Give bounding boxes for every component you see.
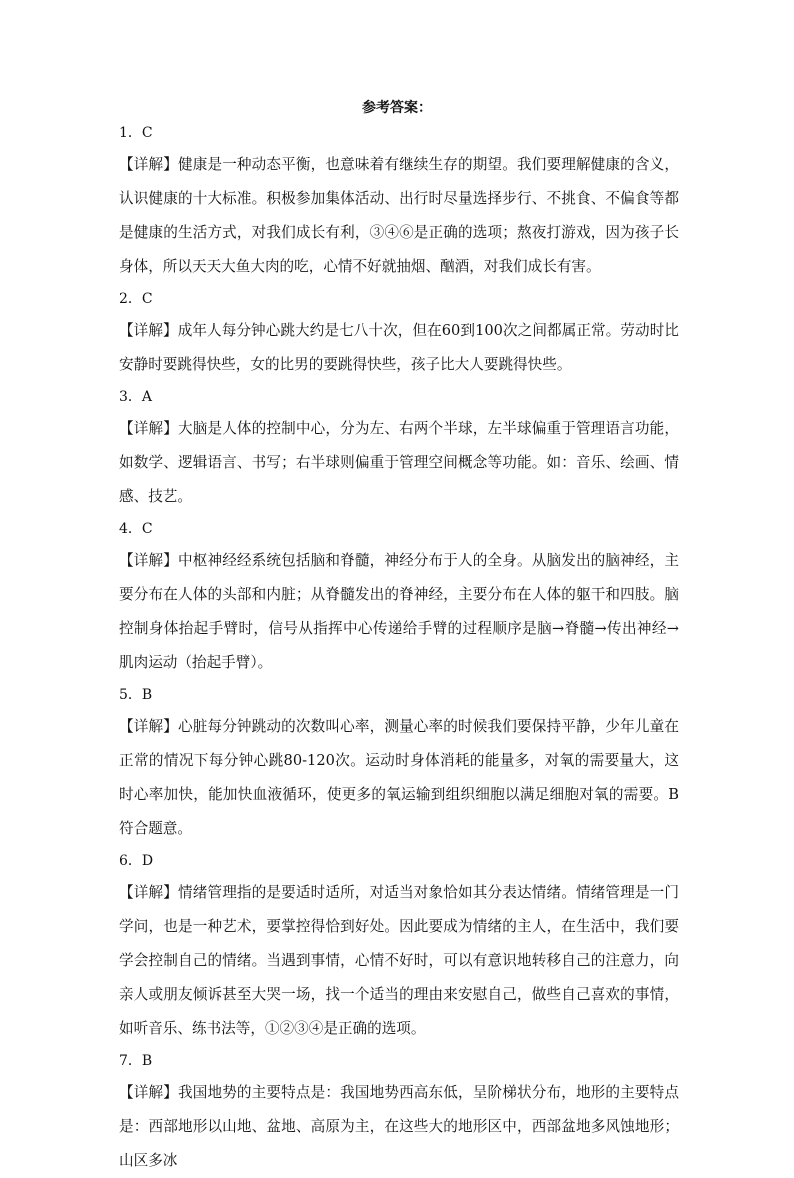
answer-list (119, 118, 679, 1178)
explanation-tag: 【详解】 (119, 718, 178, 735)
explanation-text: 健康是一种动态平衡，也意味着有继续生存的期望。我们要理解健康的含义，认识健康的十大标准。积极参加集体活动、出行时尽量选择步行、不挑食、不偏食等都是健康的生活方式，对我们成长有利，③④⑥是正确的选项；熬夜打游戏，因为孩子长身体，所以天天大鱼大肉的吃，心情不好就抽烟、酗酒，对我们成长有害。 (119, 156, 679, 275)
answer-number: 1．C (119, 125, 153, 141)
answer-number: 5．B (119, 687, 153, 703)
answer-item-1 (119, 118, 679, 284)
explanation-text: 情绪管理指的是要适时适所，对适当对象恰如其分表达情绪。情绪管理是一门学问，也是一种艺术，要掌控得恰到好处。因此要成为情绪的主人，在生活中，我们要学会控制自己的情绪。当遇到事情，心情不好时，可以有意识地转移自己的注意力，向亲人或朋友倾诉甚至大哭一场，找一个适当的理由来安慰自己，做些自己喜欢的事情，如听音乐、练书法等，①②③④是正确的选项。 (119, 884, 679, 1037)
explanation-text: 大脑是人体的控制中心，分为左、右两个半球，左半球偏重于管理语言功能，如数学、逻辑语言、书写；右半球则偏重于管理空间概念等功能。如：音乐、绘画、情感、技艺。 (119, 420, 679, 505)
answer-number: 4．C (119, 521, 153, 537)
explanation-text: 心脏每分钟跳动的次数叫心率，测量心率的时候我们要保持平静，少年儿童在正常的情况下每分钟心跳80-120次。运动时身体消耗的能量多，对氧的需要量大，这时心率加快，能加快血液循环，使更多的氧运输到组织细胞以满足细胞对氧的需要。B符合题意。 (119, 718, 679, 837)
explanation-tag: 【详解】 (119, 420, 178, 437)
explanation-tag: 【详解】 (119, 322, 178, 339)
answer-item-2 (119, 284, 679, 382)
answer-item-3 (119, 382, 679, 514)
explanation-tag: 【详解】 (119, 1084, 178, 1101)
explanation-text: 中枢神经经系统包括脑和脊髓，神经分布于人的全身。从脑发出的脑神经，主要分布在人体的头部和内脏；从脊髓发出的脊神经，主要分布在人体的躯干和四肢。脑控制身体抬起手臂时，信号从指挥中心传递给手臂的过程顺序是脑→脊髓→传出神经→肌肉运动（抬起手臂）。 (119, 552, 679, 671)
answer-explanation (119, 1076, 679, 1178)
answer-item-5 (119, 680, 679, 846)
answer-explanation (119, 710, 679, 846)
answer-explanation (119, 314, 679, 382)
answer-explanation (119, 876, 679, 1046)
answer-number: 7．B (119, 1053, 153, 1069)
answer-explanation (119, 412, 679, 514)
answer-number: 6．D (119, 853, 154, 869)
explanation-tag: 【详解】 (119, 156, 178, 173)
answer-item-7 (119, 1046, 679, 1178)
answer-explanation (119, 544, 679, 680)
answer-number: 2．C (119, 291, 153, 307)
page-title: 参考答案： (362, 100, 432, 116)
answer-number: 3．A (119, 389, 153, 405)
answer-item-6 (119, 846, 679, 1046)
explanation-tag: 【详解】 (119, 552, 178, 569)
explanation-tag: 【详解】 (119, 884, 178, 901)
explanation-text: 成年人每分钟心跳大约是七八十次，但在60到100次之间都属正常。劳动时比安静时要跳得快些，女的比男的要跳得快些，孩子比大人要跳得快些。 (119, 322, 679, 373)
answer-item-4 (119, 514, 679, 680)
explanation-text: 我国地势的主要特点是：我国地势西高东低，呈阶梯状分布，地形的主要特点是：西部地形以山地、盆地、高原为主，在这些大的地形区中，西部盆地多风蚀地形；山区多冰 (119, 1084, 679, 1169)
answer-explanation (119, 148, 679, 284)
